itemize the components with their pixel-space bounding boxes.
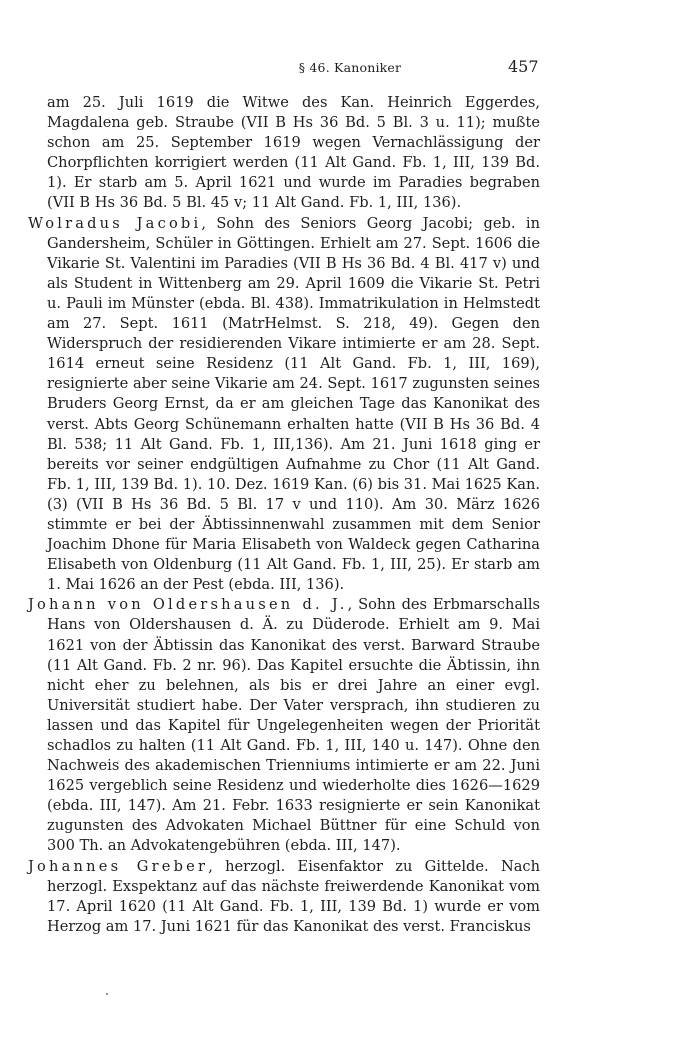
- entry-name: Johann von Oldershausen d. J.: [28, 596, 348, 614]
- entry-text: , Sohn des Erbmarschalls Hans von Oldershausen d. Ä. zu Düderode. Erhielt am 9. Mai 1621 von der Äbtissin das Kanonikat des verst. Barward Straube (11 Alt Gand. Fb. 2 nr. 96). Das Kapitel ersuchte die Äbtissin, ihn nicht eher zu belehnen, als bis er drei Jahre an einer evgl. Universität studiert habe. Der Vater versprach, ihn studieren zu lassen und das Kapitel für Ungelegenheiten wegen der Priorität schadlos zu halten (11 Alt Gand. Fb. 1, III, 140 u. 147). Ohne den Nachweis des akademischen Trienniums intimierte er am 22. Juni 1625 vergeblich seine Residenz und wiederholte dies 1626—1629 (ebda. III, 147). Am 21. Febr. 1633 resignierte er sein Kanonikat zugunsten des Advokaten Michael Büttner für eine Schuld von 300 Th. an Advokatengebühren (ebda. III, 147).: [47, 596, 540, 855]
- entry-continuation: [28, 93, 540, 214]
- entry-greber: [28, 857, 540, 937]
- page-number: 457: [508, 57, 539, 76]
- entry-text: , herzogl. Eisenfaktor zu Gittelde. Nach herzogl. Exspektanz auf das nächste freiwerdende Kanonikat vom 17. April 1620 (11 Alt Gand. Fb. 1, III, 139 Bd. 1) wurde er vom Herzog am 17. Juni 1621 für das Kanonikat des verst. Franciskus: [47, 857, 540, 935]
- section-title: § 46. Kanoniker: [298, 60, 402, 75]
- entry-text: am 25. Juli 1619 die Witwe des Kan. Heinrich Eggerdes, Magdalena geb. Straube (VII B Hs 36 Bd. 5 Bl. 3 u. 11); mußte schon am 25. September 1619 wegen Vernachlässigung der Chorpflichten korrigiert werden (11 Alt Gand. Fb. 1, III, 139 Bd. 1). Er starb am 5. April 1621 und wurde im Paradies begraben (VII B Hs 36 Bd. 5 Bl. 45 v; 11 Alt Gand. Fb. 1, III, 136).: [47, 94, 540, 212]
- entry-oldershausen: [28, 595, 540, 856]
- running-head: [0, 56, 700, 78]
- entry-jacobi: [28, 214, 540, 596]
- entry-name: Wolradus Jacobi: [28, 214, 202, 232]
- scan-speck: [106, 993, 108, 995]
- entry-text: , Sohn des Seniors Georg Jacobi; geb. in Gandersheim, Schüler in Göttingen. Erhielt am 27. Sept. 1606 die Vikarie St. Valentini im Paradies (VII B Hs 36 Bd. 4 Bl. 417 v) und als Student in Wittenberg am 29. April 1609 die Vikarie St. Petri u. Pauli im Münster (ebda. Bl. 438). Immatrikulation in Helmstedt am 27. Sept. 1611 (MatrHelmst. S. 218, 49). Gegen den Widerspruch der residierenden Vikare intimierte er am 28. Sept. 1614 erneut seine Residenz (11 Alt Gand. Fb. 1, III, 169), resignierte aber seine Vikarie am 24. Sept. 1617 zugunsten seines Bruders Georg Ernst, da er am gleichen Tage das Kanonikat des verst. Abts Georg Schünemann erhalten hatte (VII B Hs 36 Bd. 4 Bl. 538; 11 Alt Gand. Fb. 1, III,136). Am 21. Juni 1618 ging er bereits vor seiner endgültigen Aufnahme zu Chor (11 Alt Gand. Fb. 1, III, 139 Bd. 1). 10. Dez. 1619 Kan. (6) bis 31. Mai 1625 Kan. (3) (VII B Hs 36 Bd. 5 Bl. 17 v und 110). Am 30. März 1626 stimmte er bei der Äbtissinnenwahl zusammen mit dem Senior Joachim Dhone für Maria Elisabeth von Waldeck gegen Catharina Elisabeth von Oldenburg (11 Alt Gand. Fb. 1, III, 25). Er starb am 1. Mai 1626 an der Pest (ebda. III, 136).: [47, 214, 540, 594]
- body-text: [28, 93, 540, 937]
- entry-name: Johannes Greber: [28, 857, 209, 875]
